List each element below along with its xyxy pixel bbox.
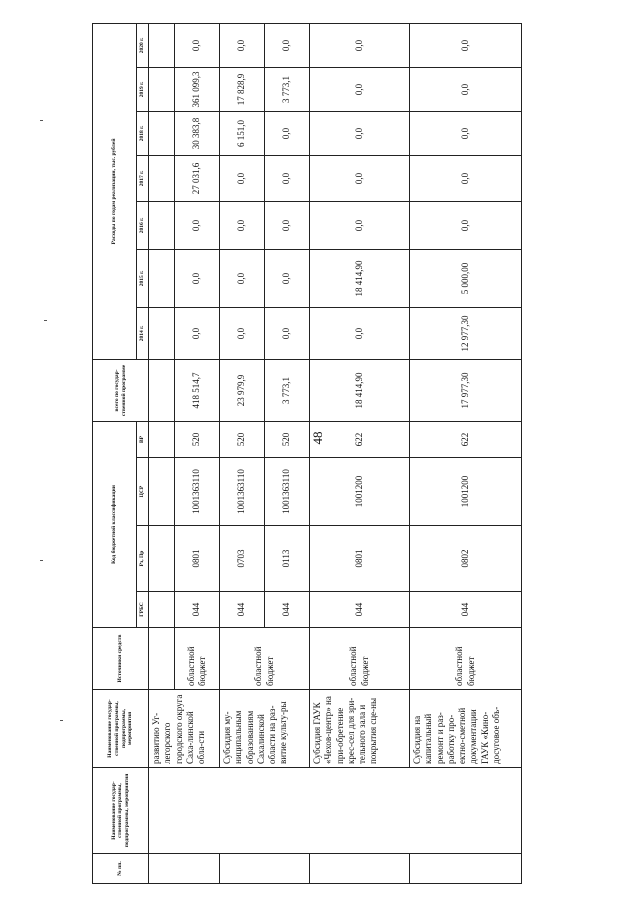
header-rzpr: Рз, Пр xyxy=(137,526,149,592)
cell-total: 418 514,7 xyxy=(175,359,220,421)
cell-year: 30 383,8 xyxy=(175,111,220,155)
cell-year: 0,0 xyxy=(220,307,265,359)
header-year: 2015 г. xyxy=(137,249,149,307)
scan-speck xyxy=(44,320,47,321)
cell-grbs: 044 xyxy=(265,592,310,628)
cell-vr xyxy=(149,421,175,457)
scan-speck xyxy=(60,720,63,721)
cell-num xyxy=(220,854,310,884)
cell-year: 0,0 xyxy=(310,307,410,359)
cell-year: 0,0 xyxy=(220,23,265,67)
cell-year: 0,0 xyxy=(410,155,522,201)
header-year: 2017 г. xyxy=(137,155,149,201)
cell-csr: 1001200 xyxy=(310,458,410,526)
cell-program: Субсидия ГАУК «Чехов-центр» на при-обретение крес-сел для зри-тельного зала и покрытия сце-ны xyxy=(310,690,410,768)
cell-year: 0,0 xyxy=(175,201,220,249)
cell-year: 361 099,3 xyxy=(175,67,220,111)
header-grbs: ГРБС xyxy=(137,592,149,628)
header-num: № пп. xyxy=(93,854,149,884)
cell-source: областной бюджет xyxy=(310,628,410,690)
cell-rzpr: 0703 xyxy=(220,526,265,592)
cell-rzpr: 0802 xyxy=(410,526,522,592)
cell-year xyxy=(149,249,175,307)
cell-csr xyxy=(149,458,175,526)
cell-year: 0,0 xyxy=(175,23,220,67)
cell-year xyxy=(149,307,175,359)
cell-year: 5 000,00 xyxy=(410,249,522,307)
cell-year: 0,0 xyxy=(220,249,265,307)
cell-csr: 1001363110 xyxy=(220,458,265,526)
cell-year: 0,0 xyxy=(410,67,522,111)
cell-year: 0,0 xyxy=(265,307,310,359)
cell-year: 0,0 xyxy=(265,111,310,155)
cell-csr: 1001363110 xyxy=(265,458,310,526)
cell-total: 3 773,1 xyxy=(265,359,310,421)
cell-year: 0,0 xyxy=(265,155,310,201)
cell-year: 0,0 xyxy=(175,249,220,307)
header-csr: ЦСР xyxy=(137,458,149,526)
cell-vr: 520 xyxy=(175,421,220,457)
cell-year xyxy=(149,111,175,155)
header-year: 2020 г. xyxy=(137,23,149,67)
cell-vr: 622 xyxy=(410,421,522,457)
cell-source: областной бюджет xyxy=(410,628,522,690)
table-row xyxy=(310,23,410,883)
cell-grbs: 044 xyxy=(220,592,265,628)
cell-year: 0,0 xyxy=(310,201,410,249)
cell-year: 0,0 xyxy=(310,23,410,67)
cell-year: 0,0 xyxy=(410,23,522,67)
cell-year: 17 828,9 xyxy=(220,67,265,111)
header-expenses-by-year: Расходы по годам реализации, тыс. рублей xyxy=(93,23,137,359)
cell-rzpr xyxy=(149,526,175,592)
header-budget-classification: Код бюджетной классификации xyxy=(93,421,137,627)
header-year: 2016 г. xyxy=(137,201,149,249)
rotated-table-wrapper xyxy=(92,37,622,884)
cell-total: 18 414,90 xyxy=(310,359,410,421)
cell-grbs: 044 xyxy=(175,592,220,628)
header-year: 2018 г. xyxy=(137,111,149,155)
cell-year: 0,0 xyxy=(220,201,265,249)
cell-program: Субсидия на капитальный ремонт и раз-работку про-ектно-сметной документации ГАУК «Кино-досуговое объ- xyxy=(410,690,522,768)
cell-year: 6 151,0 xyxy=(220,111,265,155)
cell-source: областной бюджет xyxy=(175,628,220,690)
cell-total: 23 979,9 xyxy=(220,359,265,421)
cell-rzpr: 0801 xyxy=(175,526,220,592)
header-program-2: Наименование государ-ственной программы, подпрограммы, мероприятия xyxy=(93,690,149,768)
cell-year: 0,0 xyxy=(265,249,310,307)
scan-speck xyxy=(40,120,43,121)
cell-year: 0,0 xyxy=(310,67,410,111)
table-row xyxy=(410,23,522,883)
cell-grbs: 044 xyxy=(410,592,522,628)
cell-program: развитию Уг-легорского городского округа Саха-линской обла-сти xyxy=(149,690,220,768)
header-vr: ВР xyxy=(137,421,149,457)
table-row xyxy=(220,23,265,883)
cell-csr: 1001200 xyxy=(410,458,522,526)
cell-program: Субсидия му-ниципальным образованиям Сахалинской области на раз-витие культу-ры xyxy=(220,690,310,768)
cell-num xyxy=(149,854,220,884)
cell-vr: 622 xyxy=(310,421,410,457)
cell-year xyxy=(149,155,175,201)
cell-vr: 520 xyxy=(265,421,310,457)
cell-year: 0,0 xyxy=(410,201,522,249)
table-row xyxy=(149,23,175,883)
cell-rzpr: 0801 xyxy=(310,526,410,592)
cell-year: 0,0 xyxy=(265,23,310,67)
cell-year: 0,0 xyxy=(220,155,265,201)
cell-year: 0,0 xyxy=(410,111,522,155)
cell-year: 3 773,1 xyxy=(265,67,310,111)
cell-csr: 1001363110 xyxy=(175,458,220,526)
page-number: 48 xyxy=(310,431,325,445)
cell-year: 0,0 xyxy=(310,155,410,201)
cell-num xyxy=(410,854,522,884)
cell-year: 0,0 xyxy=(265,201,310,249)
cell-vr: 520 xyxy=(220,421,265,457)
cell-year xyxy=(149,67,175,111)
header-source: Источники средств xyxy=(93,628,149,690)
cell-grbs xyxy=(149,592,175,628)
cell-grbs: 044 xyxy=(310,592,410,628)
cell-source xyxy=(149,628,175,690)
cell-year: 27 031,6 xyxy=(175,155,220,201)
cell-total: 17 977,30 xyxy=(410,359,522,421)
header-year: 2014 г. xyxy=(137,307,149,359)
cell-program-outer xyxy=(149,768,522,854)
cell-year xyxy=(149,201,175,249)
cell-year: 0,0 xyxy=(175,307,220,359)
cell-total xyxy=(149,359,175,421)
cell-rzpr: 0113 xyxy=(265,526,310,592)
cell-year: 12 977,30 xyxy=(410,307,522,359)
header-total: всего по государ-ственной программе xyxy=(93,359,149,421)
scan-speck xyxy=(40,560,43,561)
header-year: 2019 г. xyxy=(137,67,149,111)
header-program: Наименование государ-ственной программы, подпрограммы, мероприятия xyxy=(93,768,149,854)
cell-year: 18 414,90 xyxy=(310,249,410,307)
cell-num xyxy=(310,854,410,884)
budget-table xyxy=(92,23,522,884)
cell-year: 0,0 xyxy=(310,111,410,155)
cell-source: областной бюджет xyxy=(220,628,310,690)
cell-year xyxy=(149,23,175,67)
